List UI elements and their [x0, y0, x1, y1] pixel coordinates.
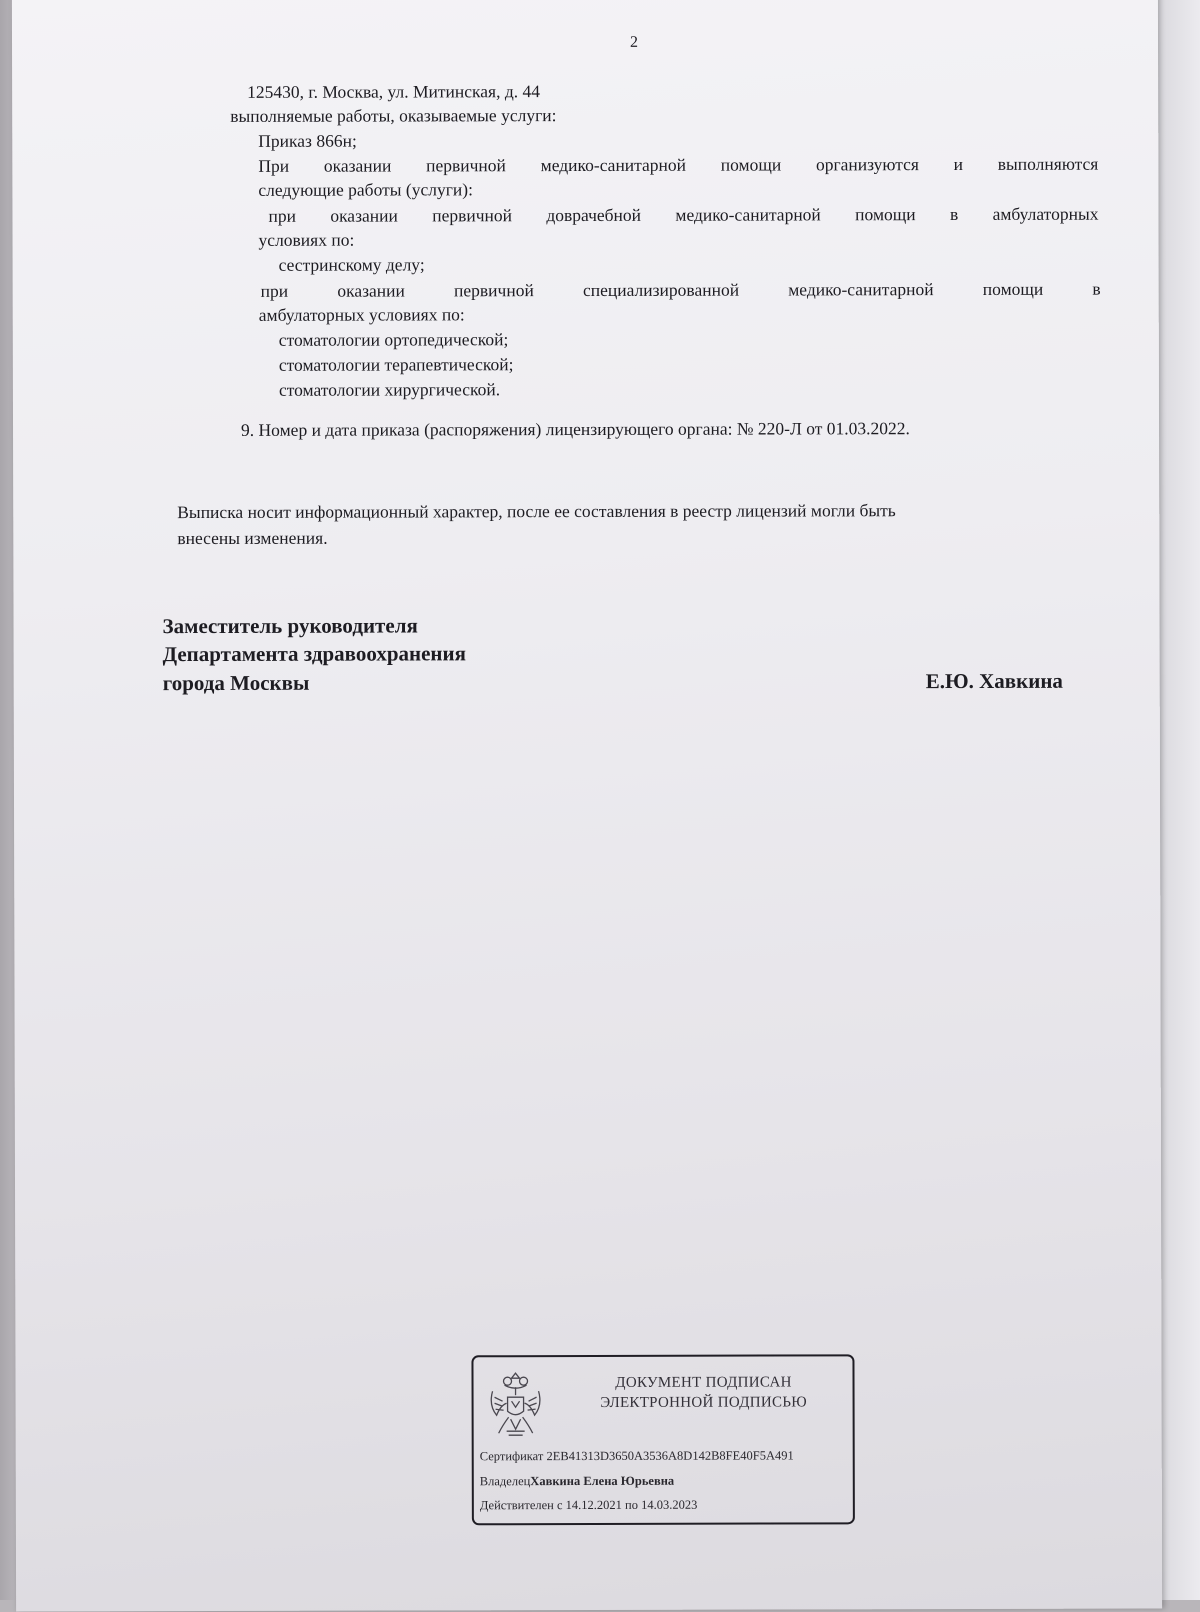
order-reference: Приказ 866н; — [258, 130, 357, 151]
owner-line — [480, 1474, 674, 1490]
nursing-item: сестринскому делу; — [278, 254, 425, 275]
services-heading: выполняемые работы, оказываемые услуги: — [230, 105, 557, 126]
certificate-line — [480, 1448, 794, 1464]
license-address: 125430, г. Москва, ул. Митинская, д. 44 — [247, 81, 540, 102]
stamp-title-line-2: ЭЛЕКТРОННОЙ ПОДПИСЬЮ — [600, 1394, 807, 1411]
stamp-title-line-1: ДОКУМЕНТ ПОДПИСАН — [615, 1374, 792, 1391]
validity-label: Действителен — [479, 1498, 554, 1513]
prehospital-care-line-1: при оказании первичной доврачебной медико-санитарной помощи в амбулаторных — [268, 203, 1099, 226]
owner-label: Владелец — [479, 1474, 531, 1489]
document-page — [12, 0, 1162, 1611]
owner-value: Хавкина Елена Юрьевна — [530, 1473, 675, 1489]
validity-line — [480, 1498, 698, 1514]
signatory-position: Департамента здравоохранения — [162, 641, 466, 667]
signatory-position: Заместитель руководителя — [162, 613, 418, 639]
primary-care-line-1: При оказании первичной медико-санитарной помощи организуются и выполняются — [258, 153, 1099, 176]
signatory-position: города Москвы — [162, 670, 310, 696]
order-number-item: 9. Номер и дата приказа (распоряжения) лицензирующего органа: № 220-Л от 01.03.2022. — [241, 418, 910, 440]
page-number: 2 — [629, 33, 639, 51]
notice-line-2: внесены изменения. — [177, 527, 328, 549]
specialty-item: стоматологии хирургической. — [278, 379, 501, 400]
specialized-care-line-2: амбулаторных условиях по: — [258, 304, 465, 325]
prehospital-care-line-2: условиях по: — [258, 229, 355, 250]
primary-care-line-2: следующие работы (услуги): — [258, 179, 473, 200]
specialty-item: стоматологии терапевтической; — [278, 354, 514, 375]
electronic-signature-stamp — [471, 1354, 854, 1525]
specialized-care-line-1: при оказании первичной специализированной медико-санитарной помощи в — [260, 278, 1101, 301]
notice-line-1: Выписка носит информационный характер, после ее составления в реестр лицензий могли быть — [177, 500, 896, 523]
validity-value: с 14.12.2021 по 14.03.2023 — [556, 1497, 698, 1513]
signatory-name: Е.Ю. Хавкина — [925, 668, 1063, 694]
certificate-label: Сертификат — [479, 1449, 544, 1464]
specialty-item: стоматологии ортопедической; — [278, 329, 509, 350]
certificate-value: 2EB41313D3650A3536A8D142B8FE40F5A491 — [546, 1448, 794, 1464]
coat-of-arms-icon — [484, 1369, 546, 1441]
